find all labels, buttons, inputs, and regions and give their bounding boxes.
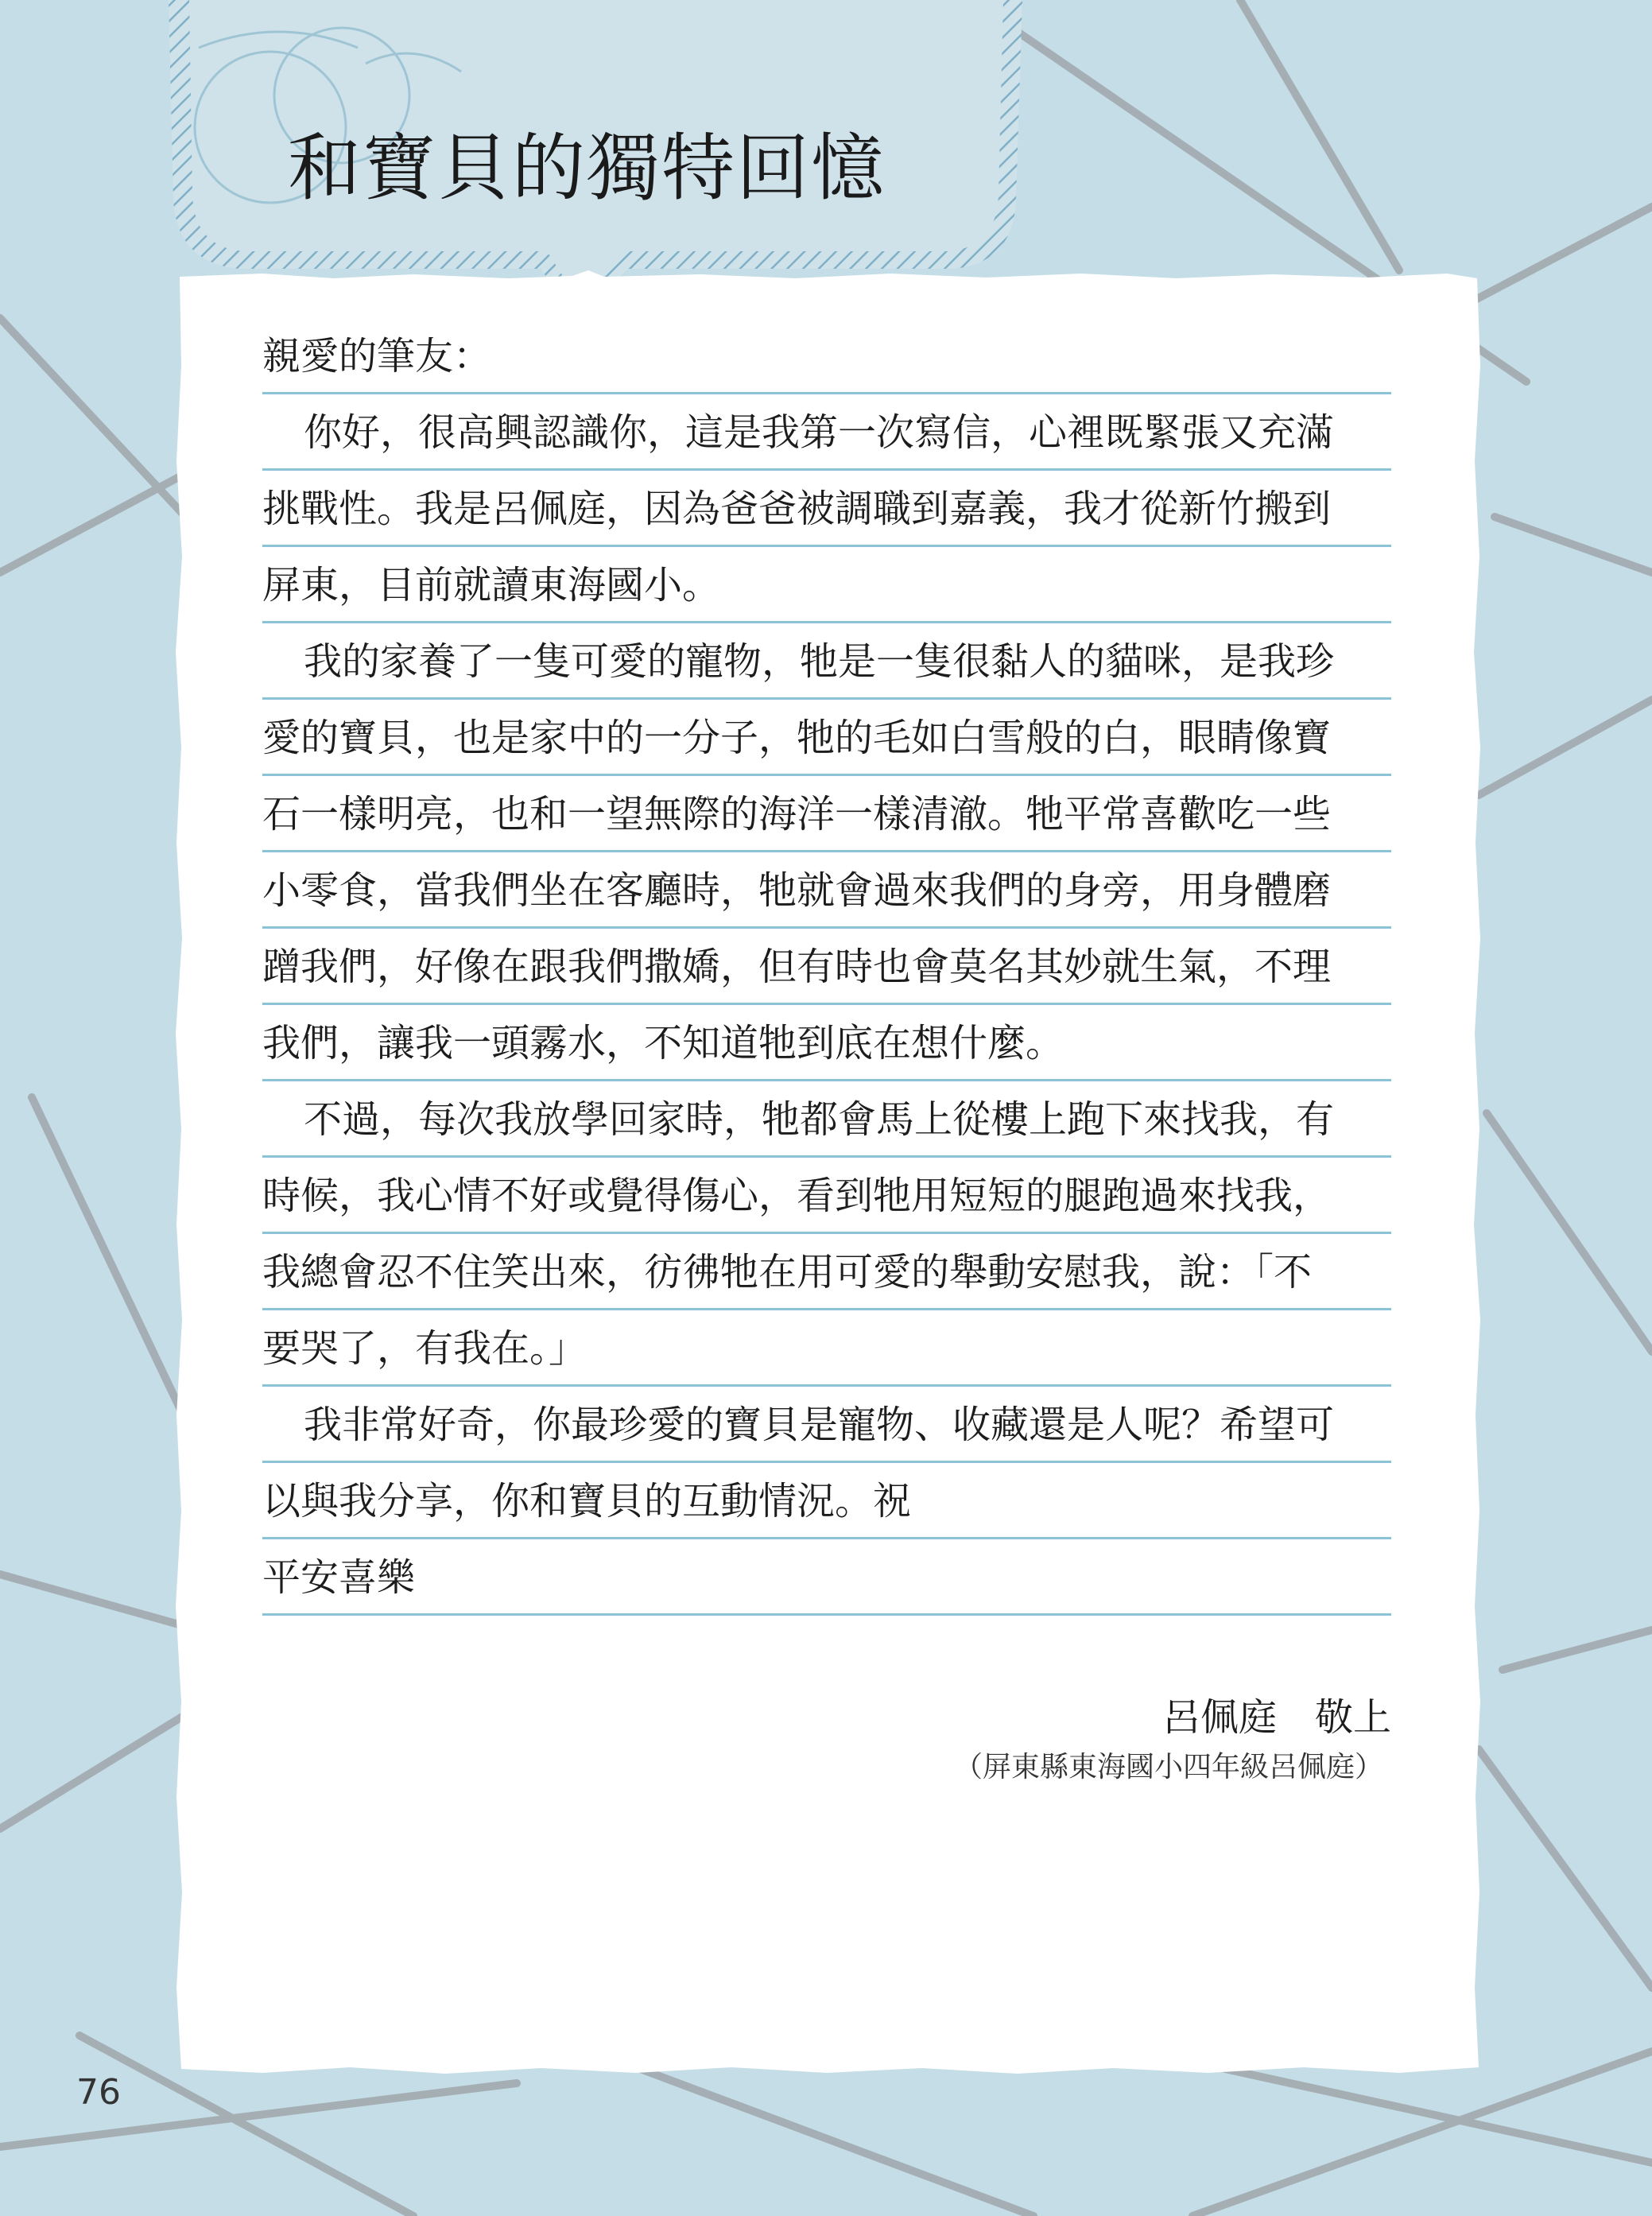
letter-line: 蹭我們，好像在跟我們撒嬌，但有時也會莫名其妙就生氣，不理 xyxy=(262,929,1391,1005)
letter-line: 石一樣明亮，也和一望無際的海洋一樣清澈。牠平常喜歡吃一些 xyxy=(262,776,1391,852)
letter-line: 我總會忍不住笑出來，彷彿牠在用可愛的舉動安慰我，說：「不 xyxy=(262,1234,1391,1310)
letter-line: 我們，讓我一頭霧水，不知道牠到底在想什麼。 xyxy=(262,1005,1391,1081)
letter-line: 要哭了，有我在。」 xyxy=(262,1310,1391,1387)
letter-line: 平安喜樂 xyxy=(262,1539,1391,1616)
page-number: 76 xyxy=(76,2072,121,2113)
letter-line: 你好，很高興認識你，這是我第一次寫信，心裡既緊張又充滿 xyxy=(262,394,1391,471)
letter-line: 時候，我心情不好或覺得傷心，看到牠用短短的腿跑過來找我， xyxy=(262,1158,1391,1234)
letter-line: 以與我分享，你和寶貝的互動情況。祝 xyxy=(262,1463,1391,1539)
page-title: 和寶貝的獨特回憶 xyxy=(288,126,886,211)
letter-line: 小零食，當我們坐在客廳時，牠就會過來我們的身旁，用身體磨 xyxy=(262,852,1391,929)
letter-line: 愛的寶貝，也是家中的一分子，牠的毛如白雪般的白，眼睛像寶 xyxy=(262,700,1391,776)
letter-line: 不過，每次我放學回家時，牠都會馬上從樓上跑下來找我，有 xyxy=(262,1081,1391,1158)
letter-signature: 呂佩庭 敬上 xyxy=(1161,1695,1391,1740)
letter-line: 屏東，目前就讀東海國小。 xyxy=(262,547,1391,623)
letter-line: 我的家養了一隻可愛的寵物，牠是一隻很黏人的貓咪，是我珍 xyxy=(262,623,1391,700)
letter-line: 親愛的筆友： xyxy=(262,318,1391,394)
letter-body xyxy=(262,318,1391,1616)
letter-line: 我非常好奇，你最珍愛的寶貝是寵物、收藏還是人呢？希望可 xyxy=(262,1387,1391,1463)
author-source-note: （屏東縣東海國小四年級呂佩庭） xyxy=(953,1751,1383,1783)
letter-line: 挑戰性。我是呂佩庭，因為爸爸被調職到嘉義，我才從新竹搬到 xyxy=(262,471,1391,547)
